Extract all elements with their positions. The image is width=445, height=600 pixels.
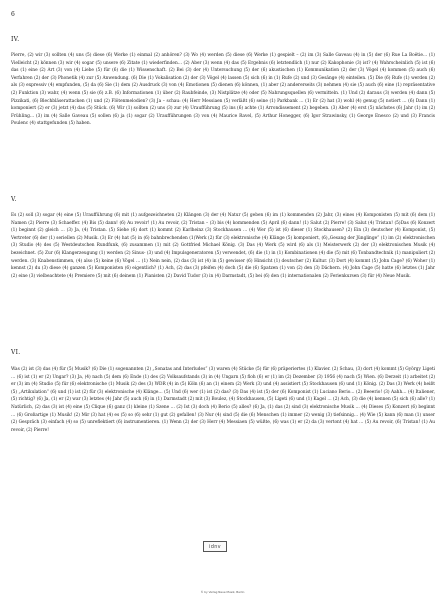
- section-heading-iv: IV.: [11, 36, 20, 43]
- section-paragraph-v: Es (2) soll (3) sogar (4) eine (5) Uraufführung (6) mit (1) aufgezeichneten (2) Klängen (3) der (4) Natur (5) geben (6) im (1) kommenden (2) Jahr, (3) eines (4) Komponisten (5) mit (6) dem (1) Namen (2) Pierre (3) Schaeffer. (4) Bis (5) dann! (6) Au revoir! (1) Au revoir, (2) Tristan – (3) bis (4) kommenden (5) April (6) dann! (1) Salut (2) Pierre! (3) Salut (4) Tristan! (5)Das (6) Konzert (1) beginnt (2) gleich … (3) Ja, (4) Tristan. (5) Siehe (6) dort (1) kommt (2) Karlheinz (3) Stockhausen … (4) Wer (5) ist (6) dieser (1) Stockhausen? (2) Ein (3) deutscher (4) Komponist, (5) Vertreter (6) der (1) seriellen (2) Musik. (3) Er (4) hat (5) in (6) bahnbrechenden (1)Werk (2) für (3) elektronische (4) Klänge (5) komponiert, (6)„Gesang der Jünglinge“ (1) im (2) elektronischen (3) Studio (4) des (5) Westdeutschen Rundfunk, (6) zusammen (1) mit (2) Gottfried Michael König. (3) Das (4) Werk (5) wird (6) als (1) Meisterwerk (2) der (3) elektronischen Musik (4) bezeichnet. (5) Zur (6) Klangerzeugung (1) werden (2) Sinus- (3) und (4) Impulsgeneratoren (5) verwendet, (6) die (1) in (1) Kombinationen (4) die (5) mit (6) Tonbandtechnik (1) manipuliert (2) werden. (3) Knabenstimmen, (4) also (5) keine (6) Vögel … (1) Nein nein, (2) das (3) ist (4) in (5) gewisser (6) Hinsicht (1) deutscher (2) Kultur. (3) Dort (4) kommt (5) John Cage? (6) Woher (1) kennst (2) du (3) diese (4) ganzen (5) Komponisten (6) eigentlich? (1) Ach, (2) das (3) pfeifen (4) doch (5) die (6) Spatzen (1) von (2) den (3) Dächern. (4) John Cage (5) hatte (6) letztes (1) Jahr (2) eine (3) vielbeachtete (4) Premiere (5) mit (6) deinem (1) Pianisten (2) David Tudor (3) in (4) Darmstadt, (5) bei (6) den (1) internationalen (2) Ferienkursen (3) für (4) Neue Musik.: [11, 213, 435, 279]
- copyright-footer: © by Verlag Neue Musik, Berlin: [200, 590, 245, 594]
- section-paragraph-iv: Pierre, (2) wir (3) sollten (4) uns (5) diese (6) Werke (1) einmal (2) anhören? (3) Wo (4) werden (5) diese (6) Werke (1) gespielt – (2) im (3) Salle Gaveau (4) in (5) der (6) Rue La Boëtie… (1) Vielleicht (2) können (3) wir (4) sogar (5) unsere (6) Zitate (1) wiederfinden… (2) Aber (3) wenn (4) das (5) Ergebnis (6) letztendlich (1) nur (2) Kakophonie (3) ist? (4) Wahrscheinlich (5) ist (6) das (1) eine (2) Art (3) von (4) Liebe (5) für (6) die (1) Wissenschaft. (2) Bei (3) der (4) Untersuchung (5) der (6) akustischen (1) Kommunikation (2) der (3) Vögel (4) kommen (5) auch (6) Verfahren (2) der (3) Phonetik (4) zur (5) Anwendung. (6) Die (1) Vokalisation (2) der (3) Vögel (4) lassen (5) sich (6) in (1) Rufe (2) und (3) Gesänge (4) einteilen. (5) Die (6) Rufe (1) werden (2) als (3) expressiv (4) empfunden, (5) da (6) Sie (1) dem (2) Ausdruck (3) von (4) Emotionen (5) dienen (6) können, (1) aber (2) andererseits (3) nehmen (4) sie (5) auch (6) eine (1) repräsentative (2) Funktion (3) wahr, (4) wenn (5) sie (6) z.B. (6) Informationen (1) über (2) Raubfeinde, (3) Nistplätze (4) oder (5) Nahrungsquellen (6) vermitteln. (1) Und (2) daraus (3) werden (4) dann (5) Pizzikati, (6) Blechbläserattacken (1) und (2) Flötenmelodien? (3) Ja – schau: (4) Herr Messiaen (5) verläßt (6) seine (1) Parkbank … (1) Er (2) hat (3) wohl (4) genug (5) notiert … (6) Dann (1) komponiert (2) er (3) jetzt (4) das (5) Stück. (6) Wir (1) sollten (2) uns (3) zur (4) Uraufführung (5) ins (6) achte (1) Arrondissement (2) begeben. (3) Aber (4) erst (5) nächstes (6) Jahr (1) im (2) Frühling… (3) im (4) Salle Gaveau (5) sollen (6) ja (1) sogar (2) Uraufführungen (3) von (4) Maurice Ravel, (5) Arthur Honegger, (6) Igor Strawinsky, (1) George Enesco (2) und (3) Francis Poulenc (4) stattgefunden (5) haben.: [11, 53, 435, 127]
- section-heading-v: V.: [11, 196, 17, 203]
- publisher-logo: idnv: [203, 541, 227, 552]
- page-number: 6: [11, 11, 15, 18]
- section-paragraph-vi: Was (2) ist (3) das (4) für (5) Musik? (6) Die (1) sogenannten (2) „Sonatas and Interludes“ (3) waren (4) Stücke (5) für (6) präperiertes (1) Klavier. (2) Schau, (3) dort (4) kommt (5) György Ligeti … (6) ist (1) er (2) Ungar? (3) Ja, (4) nach (5) dem (6) Ende (1) des (2) Volksaufstands (3) in (4) Ungarn (5) floh (6) er (1) im (2) Dezember (3) 1956 (4) nach (5) Wien. (6) Derzeit (1) arbeitet (2) er (3) im (4) Studio (5) für (6) elektronische (1) Musik (2) des (3) WDR (4) in (5) Köln (6) an (1) einem (2) Werk (3) und (4) assistiert (5) Stockhausen (6) und (1) König. (2) Das (3) Werk (4) heißt (5) „Artikulation“ (6) und (1) ist (2) für (3) elektronische (4) Klänge… (5) Und (6) wer (1) ist (2) das? (3) Das (4) ist (5) der (6) Komponist (1) Luciano Berio… (2) Beeerio! (3) Aahh… (4) Italiener, (5) richtig? (6) Ja, (1) er (2) war (3) letztes (4) Jahr (5) auch (6) in (1) Darmstadt (2) mit (3) Boulez, (4) Stockhausen, (5) Ligeti (6) und (1) Kagel … (2) Ach, (3) die (4) kennen (5) sich (6) alle? (1) Natürlich, (2) das (3) ist (4) eine (5) Clique (6) ganz (1) kleine (1) Szene … (2) Ist (3) doch (4) Berio (5) alles? (6) Ja, (1) das (2) sind (3) elektronische Musik … (4) Dieses (5) Konzert (6) beginnt … (6) Großartige (1) Musik! (2) Mir (3) hat (4) es (5) so (6) sehr (1) gut (2) gefallen! (3) Nur (4) sind (5) die (6) Menschen (1) immer (2) wenig (3) tiefsinnig… (4) Wie (5) kann (6) man (1) unser (2) Gespräch (3) einfach (4) so (5) unreflektiert (6) instrumentieren. (1) Wenn (2) der (3) Herr (4) Messiaen (5) wüßte, (6) was (1) er (2) da (3) vertont (4) hat … (5) Au revoir, (6) Tristan! (1) Au revoir, (2) Pierre!: [11, 367, 435, 433]
- section-heading-vi: VI.: [11, 349, 21, 356]
